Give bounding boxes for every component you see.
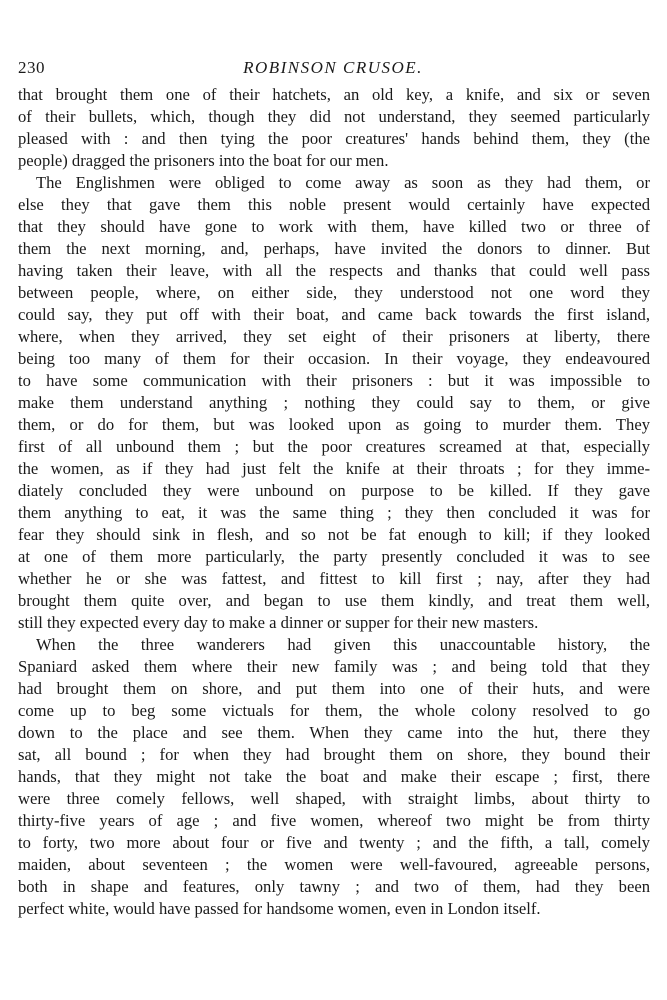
text-line: make them understand anything ; nothing they could say to them, or give xyxy=(18,393,650,412)
text-line: were three comely fellows, well shaped, with straight limbs, about thirty to xyxy=(18,789,650,808)
text-line: whether he or she was fattest, and fittest to kill first ; nay, after they had xyxy=(18,569,650,588)
text-line: the women, as if they had just felt the knife at their throats ; for they imme- xyxy=(18,459,650,478)
text-line: both in shape and features, only tawny ; and two of them, had they been xyxy=(18,877,650,896)
text-line: still they expected every day to make a dinner or supper for their new masters. xyxy=(18,613,539,632)
text-line: to forty, two more about four or five and twenty ; and the fifth, a tall, comely xyxy=(18,833,650,852)
text-line: hands, that they might not take the boat and make their escape ; first, there xyxy=(18,767,650,786)
text-line: maiden, about seventeen ; the women were well-favoured, agreeable persons, xyxy=(18,855,650,874)
page-number: 230 xyxy=(18,58,45,77)
text-line: of their bullets, which, though they did not understand, they seemed particularly xyxy=(18,107,650,126)
text-line: could say, they put off with their boat, and came back towards the first island, xyxy=(18,305,650,324)
running-title: ROBINSON CRUSOE. xyxy=(243,58,423,77)
text-line: Spaniard asked them where their new family was ; and being told that they xyxy=(18,657,650,676)
text-line: sat, all bound ; for when they had brought them on shore, they bound their xyxy=(18,745,650,764)
text-line: else they that gave them this noble present would certainly have expected xyxy=(18,195,650,214)
text-line: come up to beg some victuals for them, the whole colony resolved to go xyxy=(18,701,650,720)
text-line: fear they should sink in flesh, and so not be fat enough to kill; if they looked xyxy=(18,525,650,544)
text-line: The Englishmen were obliged to come away as soon as they had them, or xyxy=(36,173,650,192)
text-line: diately concluded they were unbound on purpose to be killed. If they gave xyxy=(18,481,650,500)
text-line: When the three wanderers had given this unaccountable history, the xyxy=(36,635,650,654)
text-line: them the next morning, and, perhaps, have invited the donors to dinner. But xyxy=(18,239,650,258)
text-line: having taken their leave, with all the respects and thanks that could well pass xyxy=(18,261,650,280)
text-line: at one of them more particularly, the party presently concluded it was to see xyxy=(18,547,650,566)
text-line: them, or do for them, but was looked upon as going to murder them. They xyxy=(18,415,650,434)
text-line: where, when they arrived, they set eight of their prisoners at liberty, there xyxy=(18,327,650,346)
text-line: to have some communication with their prisoners : but it was impossible to xyxy=(18,371,650,390)
text-line: had brought them on shore, and put them into one of their huts, and were xyxy=(18,679,650,698)
text-line: that they should have gone to work with them, have killed two or three of xyxy=(18,217,650,236)
text-line: them anything to eat, it was the same thing ; they then concluded it was for xyxy=(18,503,650,522)
text-line: between people, where, on either side, they understood not one word they xyxy=(18,283,650,302)
text-line: thirty-five years of age ; and five women, whereof two might be from thirty xyxy=(18,811,650,830)
text-line: being too many of them for their occasion. In their voyage, they endeavoured xyxy=(18,349,650,368)
text-line: people) dragged the prisoners into the boat for our men. xyxy=(18,151,389,170)
text-line: down to the place and see them. When they came into the hut, there they xyxy=(18,723,650,742)
text-line: pleased with : and then tying the poor creatures' hands behind them, they (the xyxy=(18,129,650,148)
body-text xyxy=(18,84,650,920)
text-line: perfect white, would have passed for handsome women, even in London itself. xyxy=(18,899,541,918)
page-header xyxy=(18,58,648,82)
text-line: that brought them one of their hatchets, an old key, a knife, and six or seven xyxy=(18,85,650,104)
text-line: brought them quite over, and began to use them kindly, and treat them well, xyxy=(18,591,650,610)
text-line: first of all unbound them ; but the poor creatures screamed at that, especially xyxy=(18,437,650,456)
